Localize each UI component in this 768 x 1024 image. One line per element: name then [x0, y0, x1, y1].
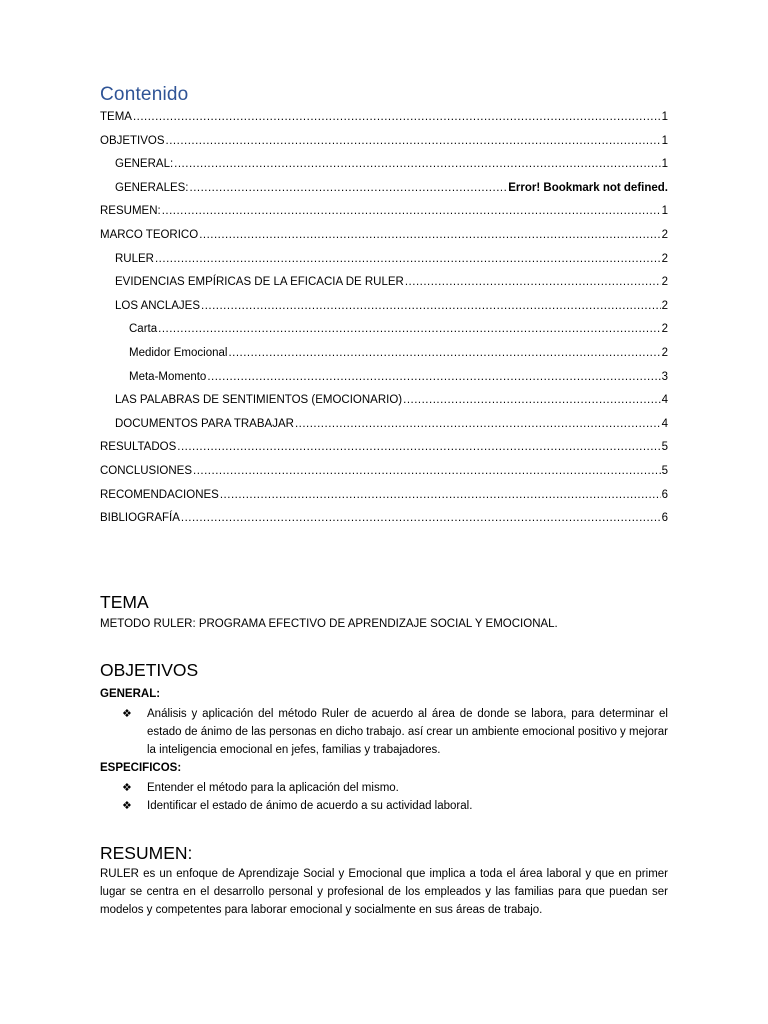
diamond-bullet-icon: ❖ [122, 800, 132, 812]
toc-entry-resultados[interactable]: RESULTADOS ..... 5 [100, 438, 668, 462]
general-objectives-list [100, 705, 668, 759]
objetivos-heading: OBJETIVOS [100, 660, 199, 680]
toc-entry-recomendaciones[interactable]: RECOMENDACIONES ..... 6 [100, 486, 668, 510]
toc-entry-bibliografia[interactable]: BIBLIOGRAFÍA ..... 6 [100, 509, 668, 533]
toc-entry-medidor-emocional[interactable]: Medidor Emocional ..... 2 [100, 344, 668, 368]
table-of-contents [100, 108, 668, 533]
toc-entry-general[interactable]: GENERAL: ..... 1 [100, 155, 668, 179]
specific-objectives-list [100, 779, 668, 815]
tema-text: METODO RULER: PROGRAMA EFECTIVO DE APRENDIZAJE SOCIAL Y EMOCIONAL. [100, 618, 558, 630]
toc-entry-palabras-sentimientos[interactable]: LAS PALABRAS DE SENTIMIENTOS (EMOCIONARIO) ..... 4 [100, 391, 668, 415]
toc-entry-ruler[interactable]: RULER ..... 2 [100, 250, 668, 274]
tema-heading: TEMA [100, 592, 149, 612]
toc-entry-los-anclajes[interactable]: LOS ANCLAJES ..... 2 [100, 297, 668, 321]
resumen-text: RULER es un enfoque de Aprendizaje Social y Emocional que implica a toda el área laboral y que en primer lugar se centra en el desarrollo personal y profesional de los empleados y las familias para que puedan ser modelos y competentes para laborar emocional y socialmente en sus áreas de trabajo. [100, 868, 668, 916]
toc-entry-evidencias[interactable]: EVIDENCIAS EMPÍRICAS DE LA EFICACIA DE RULER ..... 2 [100, 273, 668, 297]
toc-entry-tema[interactable]: TEMA ..... 1 [100, 108, 668, 132]
toc-entry-resumen[interactable]: RESUMEN: ..... 1 [100, 202, 668, 226]
toc-entry-carta[interactable]: Carta ..... 2 [100, 320, 668, 344]
diamond-bullet-icon: ❖ [122, 708, 132, 720]
toc-entry-meta-momento[interactable]: Meta-Momento ..... 3 [100, 368, 668, 392]
toc-entry-documentos[interactable]: DOCUMENTOS PARA TRABAJAR ..... 4 [100, 415, 668, 439]
toc-entry-generales[interactable]: GENERALES: ..... Error! Bookmark not defined. [100, 179, 668, 203]
resumen-heading: RESUMEN: [100, 843, 193, 863]
toc-entry-marco-teorico[interactable]: MARCO TEORICO ..... 2 [100, 226, 668, 250]
diamond-bullet-icon: ❖ [122, 782, 132, 794]
list-item: ❖ Entender el método para la aplicación del mismo. [100, 779, 668, 797]
list-item: ❖ Identificar el estado de ánimo de acuerdo a su actividad laboral. [100, 797, 668, 815]
especificos-subheading: ESPECIFICOS: [100, 762, 182, 774]
list-item: ❖ Análisis y aplicación del método Ruler de acuerdo al área de donde se labora, para determinar el estado de ánimo de las personas en dicho trabajo. así crear un ambiente emocional positivo y mejorar la inteligencia emocional en jefes, familias y trabajadores. [100, 705, 668, 759]
general-subheading: GENERAL: [100, 688, 161, 700]
toc-entry-objetivos[interactable]: OBJETIVOS ..... 1 [100, 132, 668, 156]
bookmark-error-text: Error! Bookmark not defined. [508, 181, 668, 194]
toc-entry-conclusiones[interactable]: CONCLUSIONES ..... 5 [100, 462, 668, 486]
toc-title: Contenido [100, 84, 189, 105]
